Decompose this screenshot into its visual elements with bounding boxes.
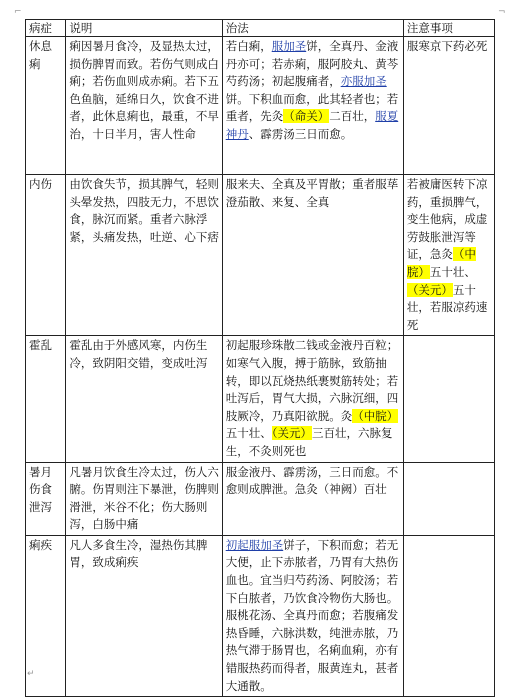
- disease-cell: 休息痢: [26, 37, 66, 175]
- note-cell: [403, 336, 494, 462]
- text-segment: （关元）: [271, 426, 312, 441]
- disease-cell: 霍乱: [26, 336, 66, 462]
- explain-cell: 霍乱由于外感风寒，内伤生冷，致阴阳交错，变成吐泻: [66, 336, 222, 462]
- table-row: [26, 175, 495, 336]
- explain-cell: 凡人多食生冷，湿热伤其脾胃，致成痢疾: [66, 535, 222, 696]
- text-segment: 初起服珍珠散二钱或金液丹百粒；如寒气入腹，搏于筋脉，致筋抽转，即以瓦烧热纸裹熨筋转处；若吐泻后，胃气大损，六脉沉细，四肢厥冷，乃真阳欲脱。灸: [225, 338, 399, 423]
- treat-cell: [222, 462, 403, 535]
- text-segment: 若被庸医转下凉药，重损脾气，变生他病，成虚劳鼓胀泄泻等证，急灸: [406, 177, 488, 262]
- text-segment: 亦服加圣: [340, 74, 387, 89]
- corner-mark-right: ¬: [498, 7, 506, 17]
- table-row: [26, 462, 495, 535]
- text-segment: 服夏神丹: [225, 109, 399, 141]
- header-row: [26, 20, 495, 37]
- text-segment: 初起服加圣: [225, 537, 284, 552]
- text-segment: （中脘）: [406, 247, 476, 279]
- explain-cell: 痢因暑月食冷，及显热太过，损伤脾胃而致。若伤气则成白痢；若伤血则成赤痢。若下五色鱼脑，延绵日久，饮食不进者，此休息痢也，最重，不早治，十日半月，害人性命: [66, 37, 222, 175]
- text-segment: 五十壮、: [429, 264, 476, 279]
- header-treat: 治法: [222, 20, 403, 37]
- corner-mark-left: ⌐: [14, 7, 22, 17]
- text-segment: 三百壮，六脉复生，不灸则死也: [225, 426, 393, 458]
- header-note: 注意事项: [403, 20, 494, 37]
- note-cell: [403, 175, 494, 336]
- table-row: [26, 37, 495, 175]
- treat-cell: [222, 535, 403, 696]
- note-cell: 服寒京下药必死: [403, 37, 494, 175]
- text-segment: 二百壮，: [329, 109, 376, 124]
- text-segment: 服金液丹、霹雳汤，三日而愈。不愈则成脾泄。急灸（神阙）百壮: [225, 464, 399, 497]
- treat-cell: [222, 175, 403, 336]
- text-segment: 、霹雳汤三日而愈。: [248, 126, 353, 141]
- text-segment: （关元）: [406, 282, 453, 297]
- text-segment: 饼子，下积而愈；若无大便，止下赤脓者，乃胃有大热伤血也。宜当归芍药汤、阿胶汤；若下白脓者，乃饮食冷物伤大肠也。服桃花汤、全真丹而愈；若腹痛发热昏睡，六脉洪数，纯泄赤脓，乃热气滞于肠胃也，名痢血痢，亦有错服热药而得者，服黄连丸，甚者大通散。: [225, 537, 399, 693]
- text-segment: 五十壮、: [225, 426, 272, 441]
- text-segment: 五十壮，若服凉药速死: [406, 282, 488, 332]
- text-segment: 服加圣: [271, 39, 307, 53]
- text-segment: （命关）: [283, 109, 330, 124]
- disease-cell: 暑月伤食泄泻: [26, 462, 66, 535]
- paragraph-mark: ↵: [27, 669, 35, 679]
- note-cell: [403, 535, 494, 696]
- text-segment: 服来夫、全真及平胃散；重者服荜澄茄散、来复、全真: [225, 177, 399, 209]
- header-explain: 说明: [66, 20, 222, 37]
- text-segment: （中脘）: [352, 408, 399, 423]
- disease-cell: 痢疾: [26, 535, 66, 696]
- note-cell: [403, 462, 494, 535]
- treat-cell: [222, 336, 403, 462]
- explain-cell: 由饮食失节，损其脾气，轻则头晕发热，四肢无力，不思饮食，脉沉而紧。重者六脉浮紧，头痛发热，吐逆、心下痞: [66, 175, 222, 336]
- header-disease: 病症: [26, 20, 66, 37]
- explain-cell: 凡暑月饮食生冷太过，伤人六腑。伤胃则注下暴泄，伤脾则滑泄，米谷不化；伤大肠则泻，白肠中痛: [66, 462, 222, 535]
- text-segment: 若白痢，: [225, 39, 272, 53]
- table-row: [26, 336, 495, 462]
- disease-cell: 内伤: [26, 175, 66, 336]
- remedy-table: [25, 19, 495, 697]
- table-row: [26, 535, 495, 696]
- text-segment: 饼，全真丹、金液丹亦可；若赤痢，服阿胶丸、黄芩芍药汤；初起腹痛者，: [225, 39, 399, 89]
- treat-cell: [222, 37, 403, 175]
- text-segment: 饼。下积血而愈，此其轻者也；若重者，先灸: [225, 91, 399, 124]
